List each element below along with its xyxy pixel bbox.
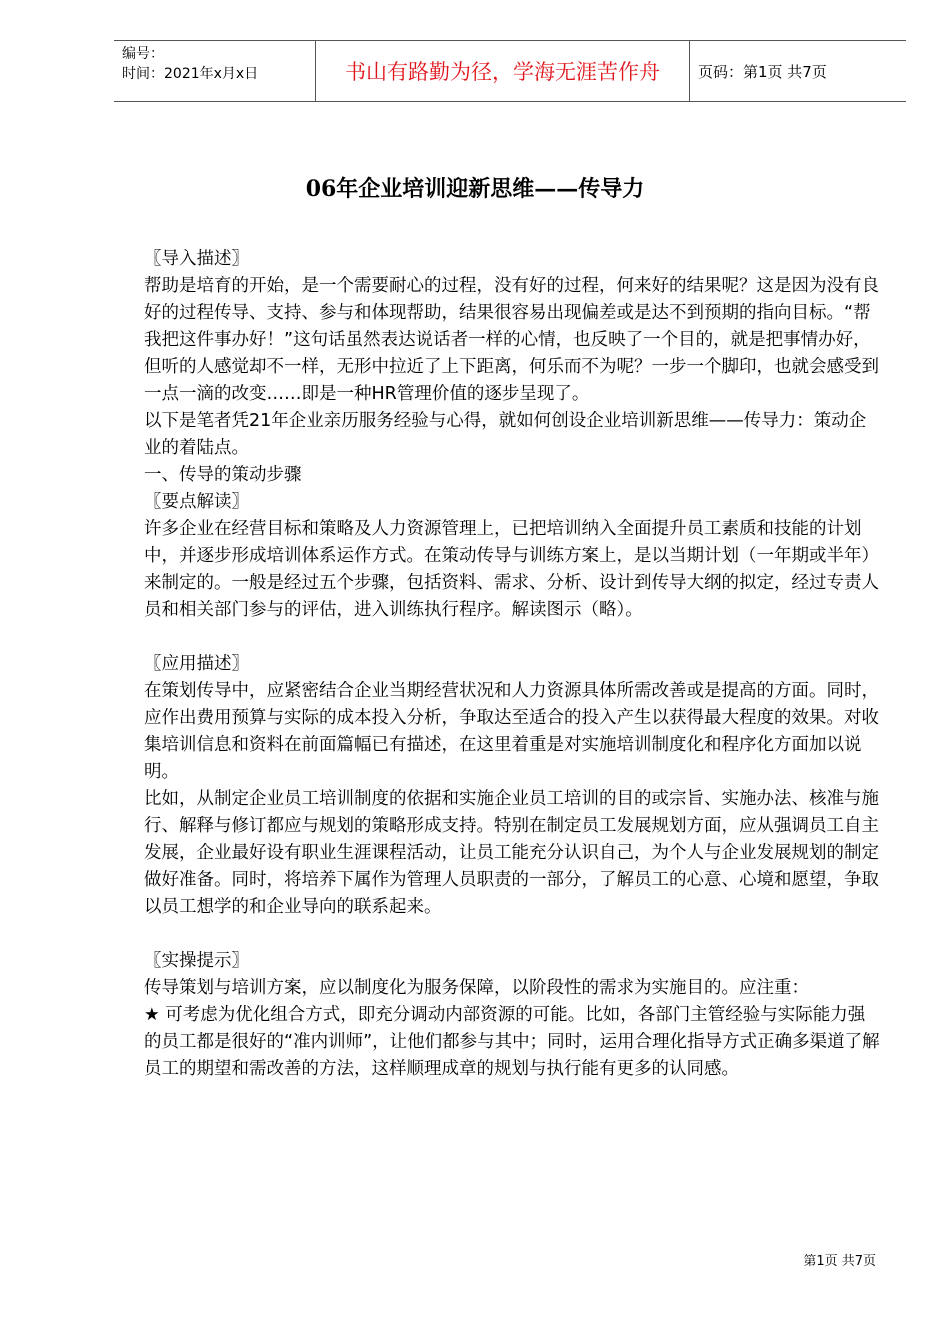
application-paragraph-2: 比如，从制定企业员工培训制度的依据和实施企业员工培训的目的或宗旨、实施办法、核准与施行、解释与修订都应与规划的策略形成支持。特别在制定员工发展规划方面，应从强调员工自主发展，企业最好设有职业生涯课程活动，让员工能充分认识自己，为个人与企业发展规划的制定做好准备。同时，将培养下属作为管理人员职责的一部分，了解员工的心意、心境和愿望，争取以员工想学的和企业导向的联系起来。 xyxy=(144,789,879,917)
practice-paragraph-2: ★ 可考虑为优化组合方式，即充分调动内部资源的可能。比如，各部门主管经验与实际能力强的员工都是很好的“准内训师”，让他们都参与其中；同时，运用合理化指导方式正确多渠道了解员工的期望和需改善的方法，这样顺理成章的规划与执行能有更多的认同感。 xyxy=(144,1005,880,1079)
spacer xyxy=(144,921,880,948)
header-page-info: 页码：第1页 共7页 xyxy=(698,62,827,81)
document-title: 06年企业培训迎新思维——传导力 xyxy=(305,176,645,202)
intro-paragraph-2: 以下是笔者凭21年企业亲历服务经验与心得，就如何创设企业培训新思维——传导力：策动企业的着陆点。 xyxy=(144,411,867,458)
practice-heading: 〖实操提示〗 xyxy=(144,951,249,971)
key-points-paragraph: 许多企业在经营目标和策略及人力资源管理上，已把培训纳入全面提升员工素质和技能的计划中，并逐步形成培训体系运作方式。在策动传导与训练方案上，是以当期计划（一年期或半年）来制定的。一般是经过五个步骤，包括资料、需求、分析、设计到传导大纲的拟定，经过专责人员和相关部门参与的评估，进入训练执行程序。解读图示（略）。 xyxy=(144,519,879,620)
number-label: 编号： xyxy=(122,46,164,62)
header-motto-cell xyxy=(316,41,690,101)
step-heading: 一、传导的策动步骤 xyxy=(144,465,302,485)
header-meta-cell xyxy=(114,41,316,101)
intro-paragraph-1: 帮助是培育的开始，是一个需要耐心的过程，没有好的过程，何来好的结果呢？这是因为没有良好的过程传导、支持、参与和体现帮助，结果很容易出现偏差或是达不到预期的指向目标。“帮我把这件事办好！”这句话虽然表达说话者一样的心情，也反映了一个目的，就是把事情办好，但听的人感觉却不一样，无形中拉近了上下距离，何乐而不为呢？一步一个脚印，也就会感受到一点一滴的改变……即是一种HR管理价值的逐步呈现了。 xyxy=(144,276,879,404)
document-header xyxy=(114,40,906,102)
page-footer: 第1页 共7页 xyxy=(803,1254,876,1269)
practice-paragraph-1: 传导策划与培训方案，应以制度化为服务保障，以阶段性的需求为实施目的。应注重： xyxy=(144,978,809,998)
key-points-heading: 〖要点解读〗 xyxy=(144,492,249,512)
application-heading: 〖应用描述〗 xyxy=(144,654,249,674)
spacer xyxy=(144,624,880,651)
motto-text: 书山有路勤为径，学海无涯苦作舟 xyxy=(345,60,660,84)
header-page-cell xyxy=(690,41,906,101)
time-label: 时间：2021年x月x日 xyxy=(122,66,259,82)
application-paragraph-1: 在策划传导中，应紧密结合企业当期经营状况和人力资源具体所需改善或是提高的方面。同时，应作出费用预算与实际的成本投入分析，争取达至适合的投入产生以获得最大程度的效果。对收集培训信息和资料在前面篇幅已有描述，在这里着重是对实施培训制度化和程序化方面加以说明。 xyxy=(144,681,879,782)
document-body xyxy=(144,246,880,1083)
intro-heading: 〖导入描述〗 xyxy=(144,249,249,269)
